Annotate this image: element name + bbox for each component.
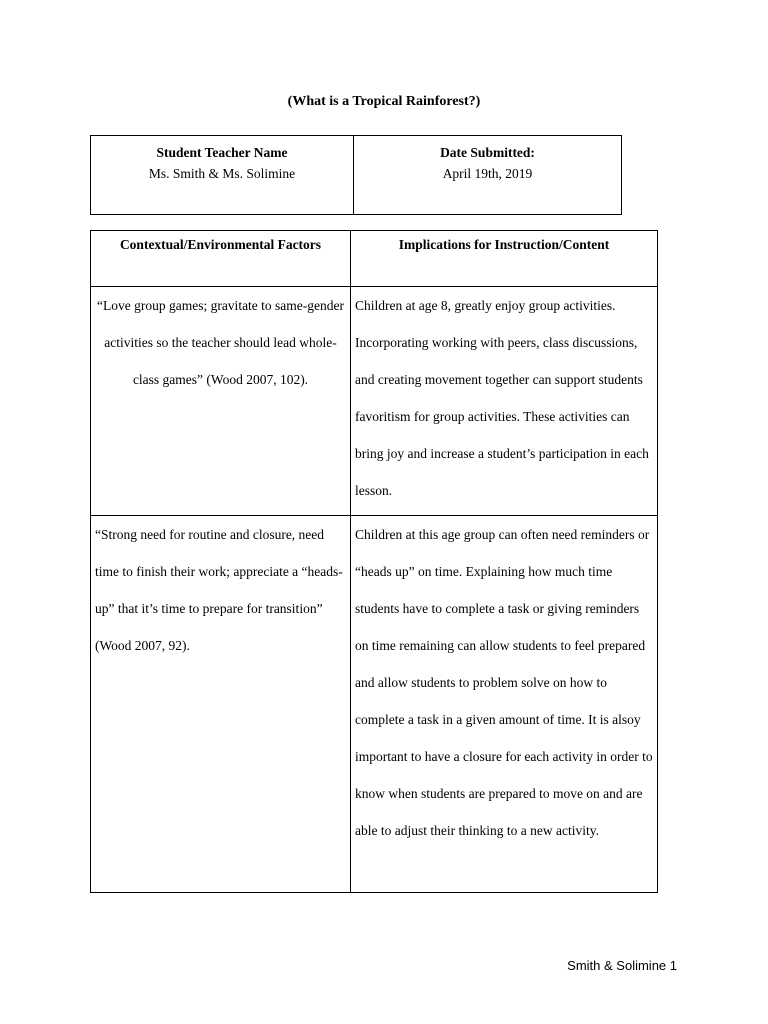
page-footer: Smith & Solimine 1 <box>567 958 677 973</box>
date-label: Date Submitted: <box>440 145 535 160</box>
date-cell <box>354 136 622 215</box>
table-row <box>91 516 658 893</box>
factors-table <box>90 230 658 893</box>
implication-cell: Children at age 8, greatly enjoy group activities. Incorporating working with peers, class discussions, and creating movement together can support students favoritism for group activities. These activities can bring joy and increase a student’s participation in each lesson. <box>351 287 658 516</box>
header-table <box>90 135 622 215</box>
factor-cell: “Strong need for routine and closure, need time to finish their work; appreciate a “heads-up” that it’s time to prepare for transition” (Wood 2007, 92). <box>91 516 351 893</box>
column-header-implications: Implications for Instruction/Content <box>351 231 658 287</box>
table-header-row <box>91 231 658 287</box>
column-header-factors: Contextual/Environmental Factors <box>91 231 351 287</box>
header-row <box>91 136 622 215</box>
document-title: (What is a Tropical Rainforest?) <box>287 94 481 109</box>
table-row <box>91 287 658 516</box>
factor-cell: “Love group games; gravitate to same-gender activities so the teacher should lead whole-class games” (Wood 2007, 102). <box>91 287 351 516</box>
implication-cell: Children at this age group can often need reminders or “heads up” on time. Explaining how much time students have to complete a task or giving reminders on time remaining can allow students to feel prepared and allow students to problem solve on how to complete a task in a given amount of time. It is alsoy important to have a closure for each activity in order to know when students are prepared to move on and are able to adjust their thinking to a new activity. <box>351 516 658 893</box>
teacher-label: Student Teacher Name <box>156 145 288 160</box>
teacher-cell <box>91 136 354 215</box>
teacher-value: Ms. Smith & Ms. Solimine <box>148 166 296 181</box>
date-value: April 19th, 2019 <box>442 166 533 181</box>
